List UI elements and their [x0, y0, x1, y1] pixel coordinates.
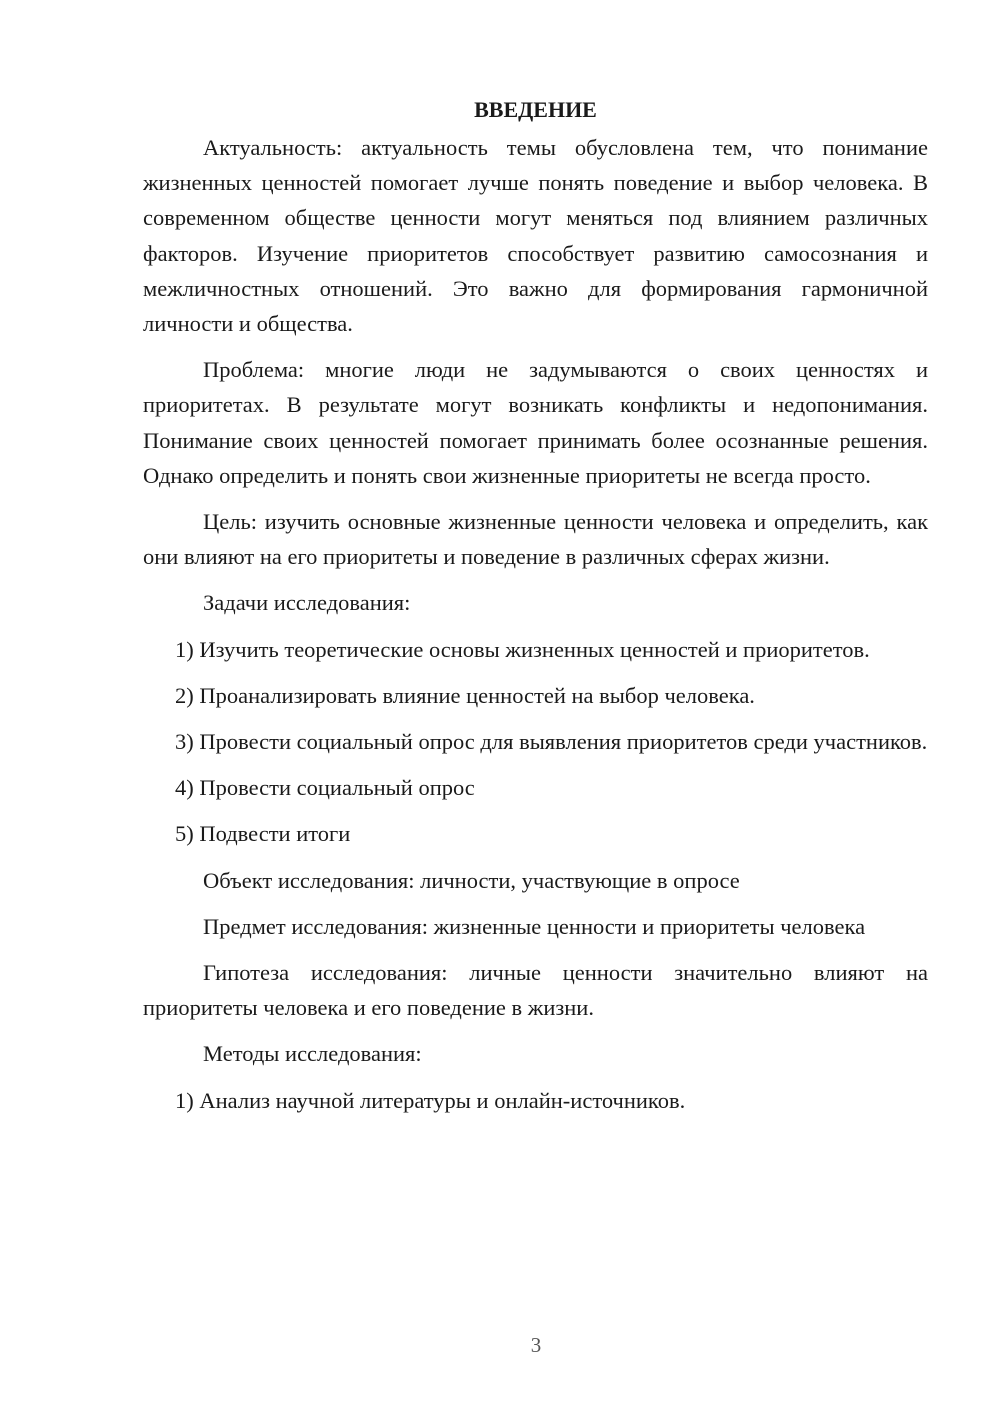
methods-heading: Методы исследования:: [203, 1041, 422, 1067]
goal-paragraph: Цель: изучить основные жизненные ценности человека и определить, как они влияют на его приоритеты и поведение в различных сферах жизни.: [143, 509, 928, 570]
task-item-1: 1) Изучить теоретические основы жизненных ценностей и приоритетов.: [175, 636, 870, 662]
task-item-2: 2) Проанализировать влияние ценностей на выбор человека.: [175, 682, 755, 708]
hypothesis-paragraph: Гипотеза исследования: личные ценности значительно влияют на приоритеты человека и его поведение в жизни.: [143, 960, 928, 1021]
document-page: [143, 92, 928, 1129]
page-number: 3: [530, 1333, 542, 1357]
task-item-3: 3) Провести социальный опрос для выявления приоритетов среди участников.: [175, 729, 928, 755]
method-item-1: 1) Анализ научной литературы и онлайн-источников.: [175, 1087, 686, 1113]
problem-paragraph: Проблема: многие люди не задумываются о своих ценностях и приоритетах. В результате могут возникать конфликты и недопонимания. Понимание своих ценностей помогает принимать более осознанные решения. Однако определить и понять свои жизненные приоритеты не всегда просто.: [143, 357, 928, 488]
page-title: ВВЕДЕНИЕ: [474, 97, 597, 122]
relevance-paragraph: Актуальность: актуальность темы обусловлена тем, что понимание жизненных ценностей помогает лучше понять поведение и выбор человека. В современном обществе ценности могут меняться под влиянием различных факторов. Изучение приоритетов способствует развитию самосознания и межличностных отношений. Это важно для формирования гармоничной личности и общества.: [143, 135, 928, 337]
task-item-4: 4) Провести социальный опрос: [175, 775, 475, 801]
subject-paragraph: Предмет исследования: жизненные ценности и приоритеты человека: [203, 913, 866, 939]
task-item-5: 5) Подвести итоги: [175, 821, 351, 847]
object-paragraph: Объект исследования: личности, участвующие в опросе: [203, 867, 740, 893]
tasks-heading: Задачи исследования:: [203, 590, 411, 616]
